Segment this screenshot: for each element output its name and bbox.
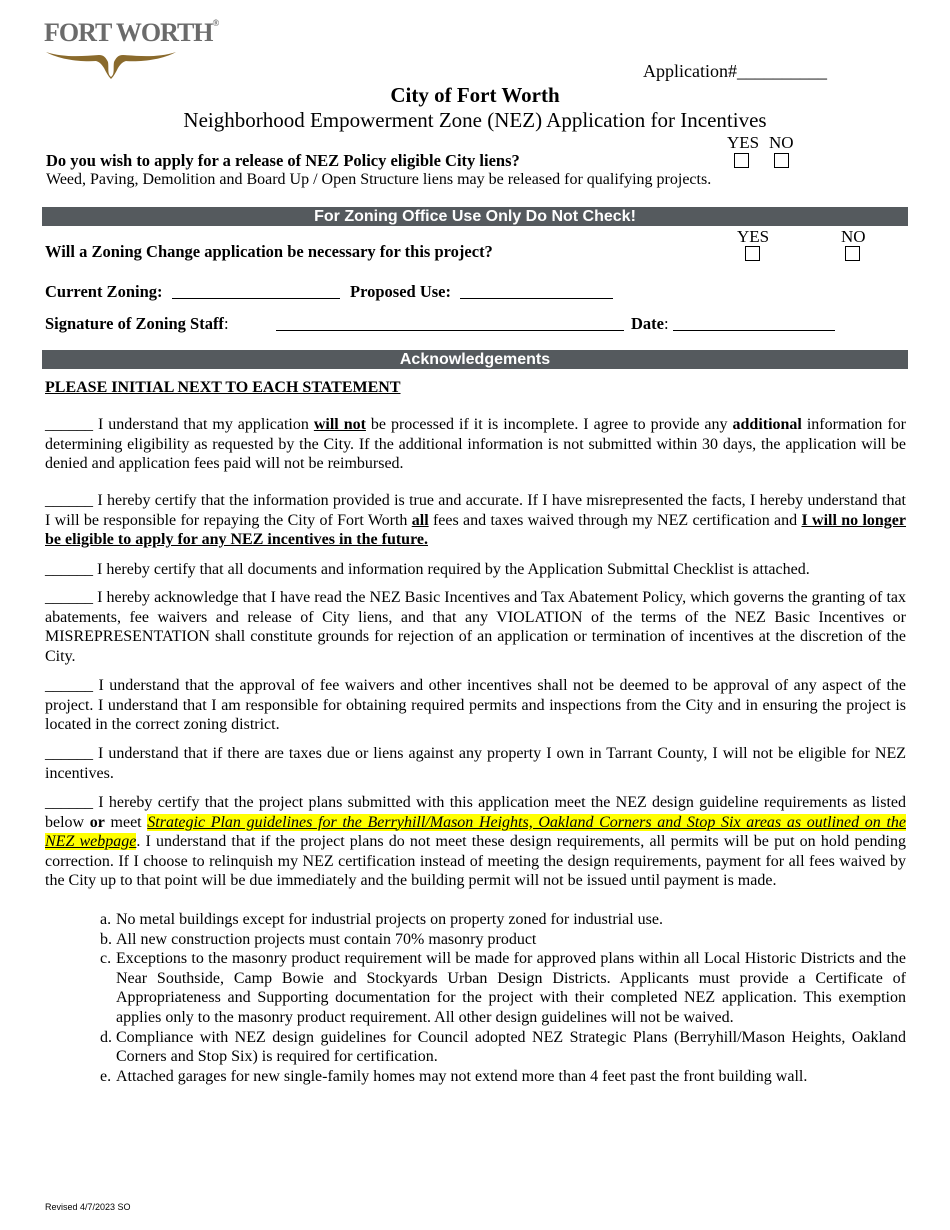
release-no-checkbox[interactable] <box>774 153 789 168</box>
statement-4-text: I hereby acknowledge that I have read the NEZ Basic Incentives and Tax Abatement Policy, which governs the granting of tax abatements, fee waivers and release of City liens, and that any VIOLATION of the terms of the NEZ Basic Incentives or MISREPRESENTATION shall constitute grounds for rejection of an application or termination of incentives at the discretion of the City. <box>45 589 906 665</box>
release-note: Weed, Paving, Demolition and Board Up / Open Structure liens may be released for qualifying projects. <box>46 171 712 188</box>
list-item-text: No metal buildings except for industrial projects on property zoned for industrial use. <box>116 911 663 928</box>
list-marker: b. <box>100 930 112 948</box>
zoning-change-question: Will a Zoning Change application be necessary for this project? <box>45 242 493 261</box>
current-zoning-field[interactable] <box>172 281 340 299</box>
logo-registered-mark: ® <box>212 18 219 28</box>
list-marker: e. <box>100 1067 112 1085</box>
revision-note: Revised 4/7/2023 SO <box>45 1202 131 1212</box>
logo-text: FORT WORTH <box>44 18 213 47</box>
zoning-date-label: Date <box>631 314 664 333</box>
release-question: Do you wish to apply for a release of NEZ Policy eligible City liens? <box>46 151 520 170</box>
statement-1-text: be processed if it is incomplete. I agree to provide any <box>365 416 733 433</box>
zoning-date-colon: : <box>663 314 669 333</box>
application-number-label: Application#__________ <box>643 61 827 81</box>
list-item-text: Exceptions to the masonry product requirement will be made for approved plans within all Local Historic Districts and the Near Southside, Camp Bowie and Stockyards Urban Design Districts. Applicants must provide a Certificate of Appropriateness and Supporting documentation for the project with their completed NEZ application. This exemption applies only to the masonry product requirement. All other design guidelines will not be waived. <box>116 950 906 1026</box>
list-item <box>100 1028 906 1067</box>
list-marker: c. <box>100 950 112 968</box>
release-no-label: NO <box>769 133 794 152</box>
initial-instruction: PLEASE INITIAL NEXT TO EACH STATEMENT <box>45 379 401 396</box>
statement-6 <box>45 744 906 783</box>
zoning-no-checkbox[interactable] <box>845 246 860 261</box>
statement-4 <box>45 588 906 666</box>
statement-1-emphasis: additional <box>732 416 802 433</box>
page-subtitle: Neighborhood Empowerment Zone (NEZ) Application for Incentives <box>183 108 767 132</box>
zoning-signature-field[interactable] <box>276 313 624 331</box>
statement-2-text: I hereby certify that the information provided is true and accurate. If I have misrepresented the facts, I hereby understand that I will be responsible for repaying the City of Fort Worth <box>45 492 906 529</box>
statement-5 <box>45 676 906 735</box>
statement-2-text: fees and taxes waived through my NEZ certification and <box>428 511 802 529</box>
statement-5-text: I understand that the approval of fee waivers and other incentives shall not be deemed to be approval of any aspect of the project. I understand that I am responsible for obtaining required permits and inspections from the City and in ensuring the project is located in the correct zoning district. <box>45 677 906 734</box>
initial-blank-1[interactable]: ______ <box>45 416 93 433</box>
statement-7-text: meet <box>104 813 148 831</box>
statement-1 <box>45 415 906 474</box>
initial-blank-2[interactable]: ______ <box>45 492 93 509</box>
statement-2-emphasis: I will no longer be eligible to apply for any NEZ incentives in the future. <box>45 511 907 549</box>
initial-blank-5[interactable]: ______ <box>45 677 93 694</box>
proposed-use-label: Proposed Use: <box>350 282 451 301</box>
statement-2-emphasis: all <box>411 511 429 529</box>
list-item <box>100 930 906 950</box>
statement-1-emphasis: will not <box>313 416 366 433</box>
current-zoning-label: Current Zoning: <box>45 282 163 301</box>
statement-7 <box>45 793 906 891</box>
zoning-signature-colon: : <box>223 314 229 333</box>
list-item <box>100 1067 906 1087</box>
page-title: City of Fort Worth <box>390 83 560 107</box>
statement-1-text: I understand that my application <box>93 416 314 433</box>
proposed-use-field[interactable] <box>460 281 613 299</box>
strategic-plan-link[interactable]: Strategic Plan guidelines for the Berryhill/Mason Heights, Oakland Corners and Stop Six areas as outlined on the NEZ webpage <box>45 813 906 851</box>
list-item <box>100 949 906 1027</box>
list-item-text: Compliance with NEZ design guidelines for Council adopted NEZ Strategic Plans (Berryhill/Mason Heights, Oakland Corners and Stop Six) is required for certification. <box>116 1028 906 1066</box>
list-marker: a. <box>100 911 112 928</box>
statement-6-text: I understand that if there are taxes due or liens against any property I own in Tarrant County, I will not be eligible for NEZ incentives. <box>45 745 906 782</box>
release-yes-checkbox[interactable] <box>734 153 749 168</box>
zoning-no-label: NO <box>841 227 866 246</box>
statement-3-text: I hereby certify that all documents and information required by the Application Submittal Checklist is attached. <box>93 561 810 578</box>
initial-blank-4[interactable]: ______ <box>45 589 93 606</box>
statement-7-text: . I understand that if the project plans do not meet these design requirements, all permits will be put on hold pending correction. If I choose to relinquish my NEZ certification instead of meeting the design requirements, payment for all fees waived by the City up to that point will be due immediately and the building permit will not be issued until payment is made. <box>45 833 906 890</box>
list-marker: d. <box>100 1028 112 1046</box>
zoning-signature-label: Signature of Zoning Staff <box>45 314 224 333</box>
list-item-text: All new construction projects must contain 70% masonry product <box>116 930 537 948</box>
list-item <box>100 910 906 930</box>
zoning-yes-checkbox[interactable] <box>745 246 760 261</box>
zoning-date-field[interactable] <box>673 313 835 331</box>
list-item-text: Attached garages for new single-family homes may not extend more than 4 feet past the front building wall. <box>116 1067 808 1085</box>
acknowledgements-bar: Acknowledgements <box>42 350 908 369</box>
design-guidelines-list <box>100 910 906 1086</box>
initial-blank-6[interactable]: ______ <box>45 745 93 762</box>
zoning-section-bar: For Zoning Office Use Only Do Not Check! <box>42 207 908 226</box>
statement-7-text: I hereby certify that the project plans submitted with this application meet the NEZ design guideline requirements as listed below <box>45 794 906 831</box>
statement-7-emphasis: or <box>89 813 105 831</box>
fort-worth-logo <box>44 18 219 82</box>
statement-1-text: information for determining eligibility as requested by the City. If the additional information is not submitted within 30 days, the application will be denied and application fees paid will not be reimbursed. <box>45 416 906 473</box>
zoning-yes-label: YES <box>737 227 770 246</box>
longhorn-icon <box>44 46 178 80</box>
statement-2 <box>45 491 906 550</box>
initial-blank-7[interactable]: ______ <box>45 794 93 811</box>
statement-3 <box>45 560 906 580</box>
release-yes-label: YES <box>727 133 760 152</box>
initial-blank-3[interactable]: ______ <box>45 561 93 578</box>
